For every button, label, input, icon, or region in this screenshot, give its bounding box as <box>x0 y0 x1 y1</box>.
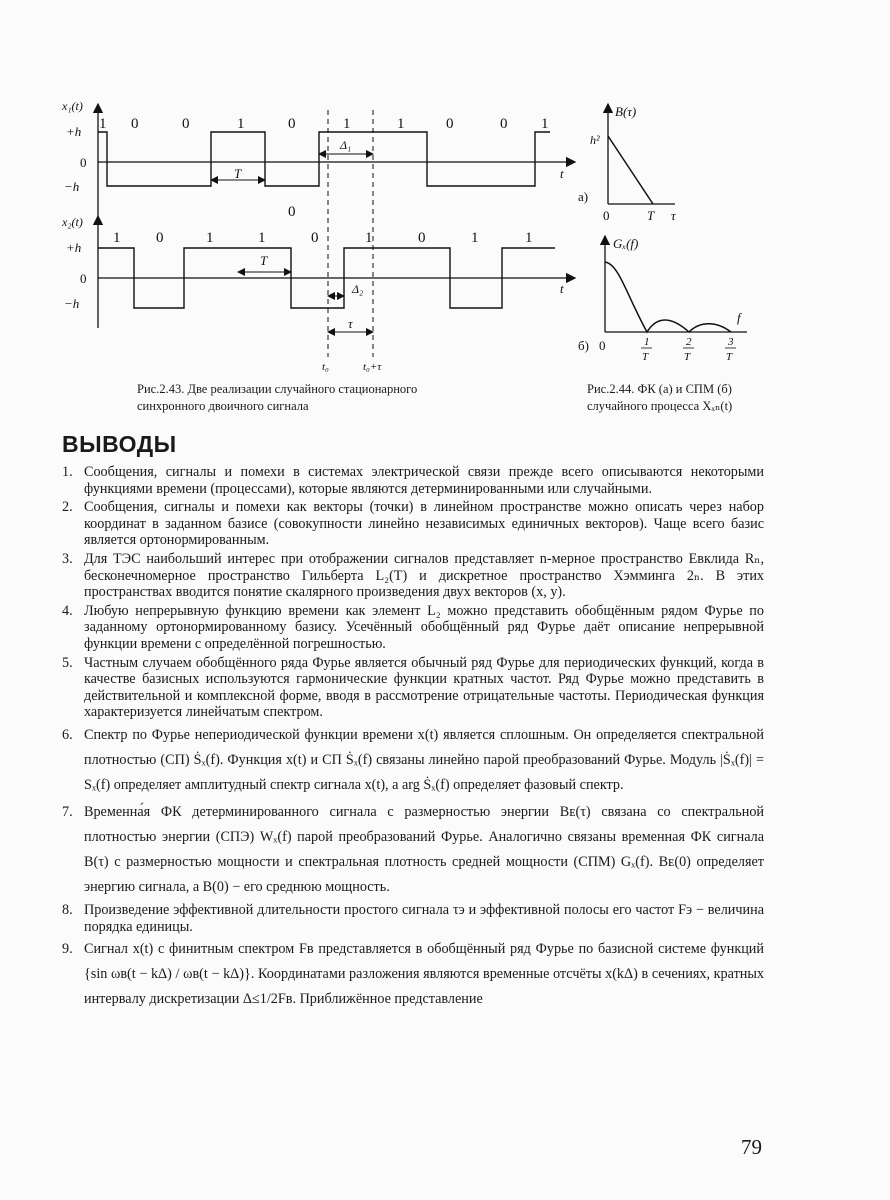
bottom-bit: 1 <box>206 230 214 246</box>
t0-tau-label: t₀+τ <box>363 361 382 373</box>
bottom-T-label: T <box>260 253 268 268</box>
correlation-line <box>608 136 653 204</box>
h-squared-label: h² <box>590 133 600 147</box>
delta1-label: Δ₁ <box>340 138 352 152</box>
bottom-bit: 0 <box>418 230 426 246</box>
figure-2-44 <box>575 96 755 371</box>
item-number: 8. <box>62 901 73 918</box>
f-axis-label: f <box>737 310 741 325</box>
top-bit: 1 <box>397 116 405 132</box>
page-number: 79 <box>741 1135 762 1159</box>
panel-b-label: б) <box>578 338 589 353</box>
caption-line: случайного процесса Xₓₙ(t) <box>587 399 733 413</box>
bottom-t-label: t <box>560 281 564 296</box>
top-bit: 0 <box>182 116 190 132</box>
top-T-label: T <box>234 166 242 181</box>
item-text: Спектр по Фурье непериодической функции времени x(t) является сплошным. Он определяется спектральной плотностью (СП) Ṡₓ(f). Функция x(t) и СП Ṡₓ(f) связаны линейно парой преобразований Фурье. Модуль |Ṡₓ(f)| = Sₓ(f) определяет амплитудный спектр сигнала x(t), а arg Ṡₓ(f) определяет фазовый спектр. <box>84 726 764 793</box>
t0-label: t₀ <box>322 361 329 373</box>
item-number: 5. <box>62 654 73 671</box>
item-text: Любую непрерывную функцию времени как элемент L₂ можно представить обобщённым рядом Фурье по заданному ортонормированному базису. Усечённый обобщённый ряд Фурье даёт описание непрерывной функции времени с определённой погрешностью. <box>84 602 764 652</box>
panel-a-T: T <box>647 208 655 223</box>
tick1-den: T <box>642 351 649 363</box>
top-t-label: t <box>560 166 564 181</box>
item-text: Временна́я ФК детерминированного сигнала с размерностью энергии Bᴇ(τ) связана со спектральной плотностью энергии (СПЭ) Wₓ(f) парой преобразований Фурье. Аналогично связаны временная ФК сигнала B(τ) с размерностью мощности и спектральная плотность средней мощности (СПМ) Gₓ(f). Bᴇ(0) определяет энергию сигнала, а B(0) − его среднюю мощность. <box>84 803 764 895</box>
middle-zero: 0 <box>288 204 296 220</box>
bottom-bit: 1 <box>258 230 266 246</box>
list-item <box>62 603 764 653</box>
list-item <box>62 937 764 1012</box>
caption-line: синхронного двоичного сигнала <box>137 399 309 413</box>
list-item <box>62 551 764 601</box>
item-text: Сигнал x(t) с финитным спектром Fв представляется в обобщённый ряд Фурье по базисной системе функций {sin ωв(t − kΔ) / ωв(t − kΔ)}. Координатами разложения являются временные отсчёты x(kΔ) в сечениях, кратных интервалу дискретизации Δ≤1/2Fв. Приближённое представление <box>84 941 764 1008</box>
bottom-bit: 1 <box>365 230 373 246</box>
tick2-num: 2 <box>686 336 692 348</box>
g-f-label: Gₓ(f) <box>613 236 639 251</box>
tick3-den: T <box>726 351 733 363</box>
panel-a-tau: τ <box>671 208 676 223</box>
bottom-bits <box>113 230 533 246</box>
list-item <box>62 800 764 900</box>
figure-2-43 <box>60 92 590 382</box>
psd-curve <box>605 262 731 332</box>
panel-b-zero: 0 <box>599 338 606 353</box>
panel-a-zero: 0 <box>603 208 610 223</box>
item-number: 4. <box>62 602 73 619</box>
bottom-bit: 0 <box>311 230 319 246</box>
bottom-minus-h: −h <box>64 296 80 311</box>
top-plus-h: +h <box>66 124 82 139</box>
caption-line: Рис.2.43. Две реализации случайного стационарного <box>137 382 418 396</box>
panel-a-label: а) <box>578 189 589 204</box>
top-zero: 0 <box>80 155 87 170</box>
figure-2-43-caption <box>137 381 497 415</box>
list-item <box>62 655 764 721</box>
top-bit: 1 <box>343 116 351 132</box>
figure-2-44-diagram <box>575 96 755 371</box>
top-bit: 0 <box>288 116 296 132</box>
list-item <box>62 499 764 549</box>
tick1-num: 1 <box>644 336 650 348</box>
item-number: 2. <box>62 499 73 516</box>
bottom-plus-h: +h <box>66 240 82 255</box>
figure-2-43-diagram <box>60 92 590 382</box>
tick3-num: 3 <box>728 336 734 348</box>
figure-2-44-caption <box>587 381 787 415</box>
top-minus-h: −h <box>64 179 80 194</box>
bottom-bit: 1 <box>113 230 121 246</box>
b-tau-label: B(τ) <box>615 104 637 119</box>
list-item <box>62 464 764 497</box>
x1-waveform <box>98 132 550 186</box>
item-text: Частным случаем обобщённого ряда Фурье является обычный ряд Фурье для периодических функций, когда в качестве базисных используются гармонические функции кратных частот. Ряд Фурье можно представить в действительной и комплексной форме, вводя в рассмотрение отрицательные частоты. Периодическая функция характеризуется линейчатым спектром. <box>84 654 764 721</box>
bottom-bit: 1 <box>471 230 479 246</box>
item-number: 6. <box>62 726 73 743</box>
list-item <box>62 723 764 798</box>
top-bits <box>99 116 549 132</box>
item-number: 9. <box>62 941 73 958</box>
bottom-zero: 0 <box>80 271 87 286</box>
section-title: ВЫВОДЫ <box>62 431 177 457</box>
bottom-bit: 0 <box>156 230 164 246</box>
psd-ticks <box>641 336 736 363</box>
item-number: 1. <box>62 464 73 480</box>
top-bit: 1 <box>541 116 549 132</box>
caption-line: Рис.2.44. ФК (а) и СПМ (б) <box>587 382 732 396</box>
item-text: Для ТЭС наибольший интерес при отображении сигналов представляет n-мерное пространство Евклида Rₙ, бесконечномерное пространство Гильберта L₂(T) и дискретное пространство Хэмминга 2ₙ. В этих пространствах вводится понятие скалярного произведения двух векторов (x, y). <box>84 550 764 601</box>
item-number: 3. <box>62 550 73 567</box>
x1-axis-label: x₁(t) <box>62 99 83 113</box>
top-bit: 0 <box>500 116 508 132</box>
item-text: Произведение эффективной длительности простого сигнала τэ и эффективной полосы его частот Fэ − величина порядка единицы. <box>84 901 764 935</box>
top-bit: 0 <box>446 116 454 132</box>
item-text: Сообщения, сигналы и помехи в системах электрической связи прежде всего описываются некоторыми функциями времени (процессами), которые являются детерминированными или случайными. <box>84 464 764 497</box>
tick2-den: T <box>684 351 691 363</box>
delta2-label: Δ₂ <box>352 282 364 296</box>
item-number: 7. <box>62 803 73 820</box>
top-bit: 0 <box>131 116 139 132</box>
tau-label: τ <box>348 316 353 331</box>
bottom-bit: 1 <box>525 230 533 246</box>
item-text: Сообщения, сигналы и помехи как векторы (точки) в линейном пространстве можно описать через набор координат в заданном базисе (совокупности линейно независимых единичных векторов). Чаще всего базис является ортонормированным. <box>84 499 764 549</box>
list-item <box>62 902 764 935</box>
x2-axis-label: x₂(t) <box>62 215 83 229</box>
top-bit: 1 <box>237 116 245 132</box>
conclusions-list <box>62 464 764 1014</box>
top-bit: 1 <box>99 116 107 132</box>
